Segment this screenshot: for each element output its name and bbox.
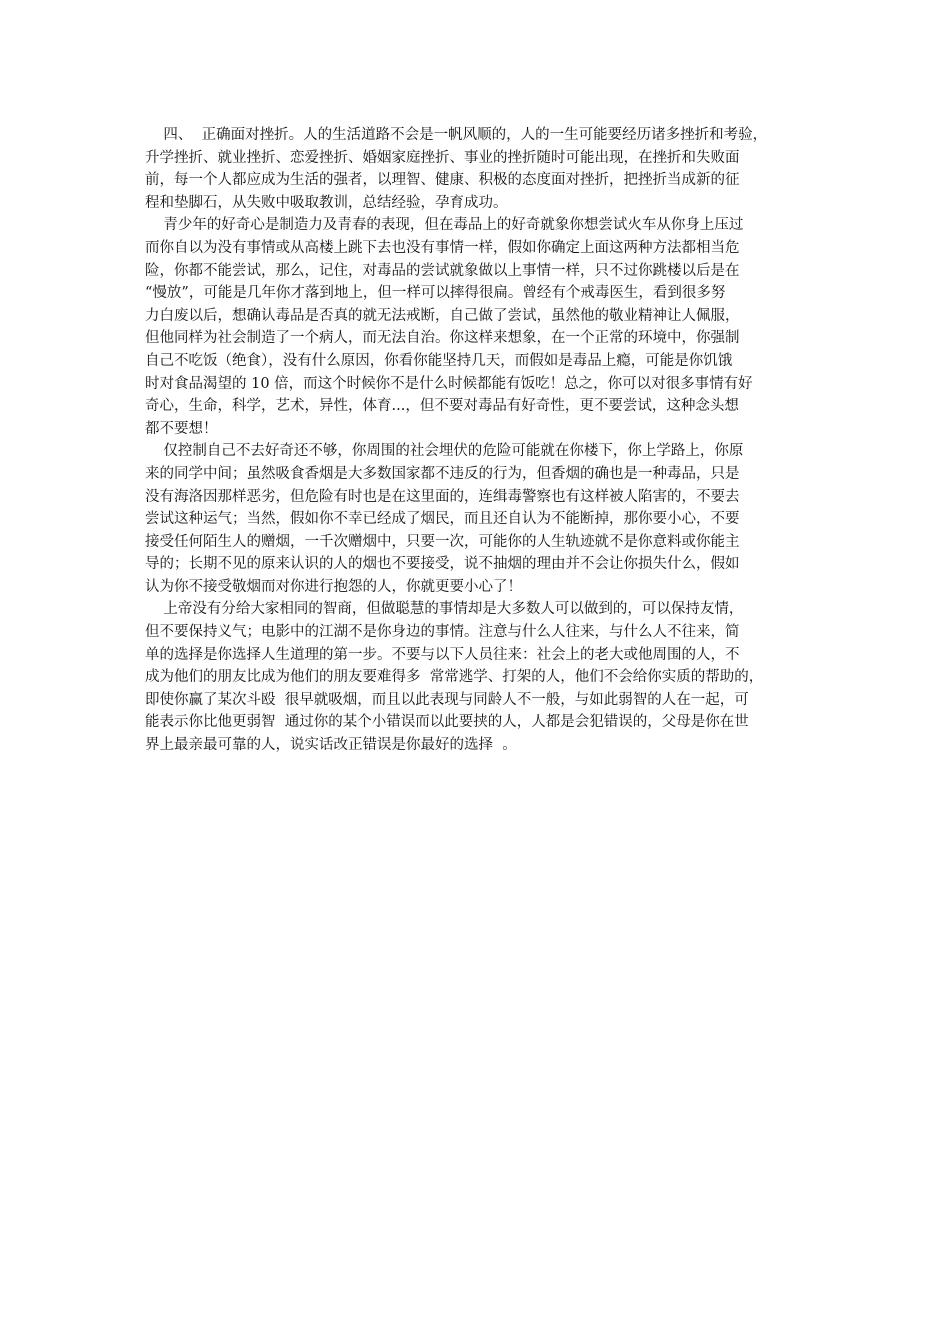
text-line: 尝试这种运气；当然，假如你不幸已经成了烟民，而且还自认为不能断掉，那你要小心，不要: [145, 511, 740, 528]
text-line: 来的同学中间；虽然吸食香烟是大多数国家都不违反的行为，但香烟的确也是一种毒品，只是: [145, 465, 740, 482]
text-line: 接受任何陌生人的赠烟，一千次赠烟中，只要一次，可能你的人生轨迹就不是你意料或你能主: [145, 533, 740, 550]
text-line: 没有海洛因那样恶劣，但危险有时也是在这里面的，连缉毒警察也有这样被人陷害的，不要去: [145, 488, 740, 505]
text-line: 青少年的好奇心是制造力及青春的表现，但在毒品上的好奇就象你想尝试火车从你身上压过: [145, 217, 744, 234]
text-line: 但不要保持义气；电影中的江湖不是你身边的事情。注意与什么人往来，与什么人不往来，简: [145, 624, 740, 641]
text-line: 但他同样为社会制造了一个病人，而无法自治。你这样来想象，在一个正常的环境中，你强制: [145, 330, 740, 347]
text-line: 成为他们的朋友比成为他们的朋友要难得多 常常逃学、打架的人，他们不会给你实质的帮助的，: [145, 669, 764, 686]
text-line: 自己不吃饭（绝食），没有什么原因，你看你能坚持几天，而假如是毒品上瘾，可能是你饥饿: [145, 352, 733, 369]
text-line: 而你自以为没有事情或从高楼上跳下去也没有事情一样，假如你确定上面这两种方法都相当危: [145, 239, 740, 256]
text-line: 程和垫脚石，从失败中吸取教训，总结经验，孕育成功。: [145, 194, 508, 211]
text-line: 时对食品渴望的 10 倍，而这个时候你不是什么时候都能有饭吃！总之，你可以对很多事情有好: [145, 375, 753, 392]
text-line: “慢放”，可能是几年你才落到地上，但一样可以摔得很扁。曾经有个戒毒医生，看到很多努: [145, 285, 726, 302]
text-line: 上帝没有分给大家相同的智商，但做聪慧的事情却是大多数人可以做到的，可以保持友情，: [145, 601, 744, 618]
text-line: 险，你都不能尝试，那么，记住，对毒品的尝试就象做以上事情一样，只不过你跳楼以后是在: [145, 262, 740, 279]
text-line: 升学挫折、就业挫折、恋爱挫折、婚姻家庭挫折、事业的挫折随时可能出现，在挫折和失败面: [145, 149, 740, 166]
text-line: 导的；长期不见的原来认识的人的烟也不要接受，说不抽烟的理由并不会让你损失什么，假如: [145, 556, 740, 573]
text-line: 单的选择是你选择人生道理的第一步。不要与以下人员往来：社会上的老大或他周围的人，不: [145, 646, 740, 663]
text-line: 力白废以后，想确认毒品是否真的就无法戒断，自己做了尝试，虽然他的敬业精神让人佩服，: [145, 307, 740, 324]
text-line: 仅控制自己不去好奇还不够，你周围的社会埋伏的危险可能就在你楼下，你上学路上，你原: [145, 443, 744, 460]
text-line: 即使你赢了某次斗殴 很早就吸烟，而且以此表现与同龄人不一般，与如此弱智的人在一起，可: [145, 691, 749, 708]
text-line: 前，每一个人都应成为生活的强者，以理智、健康、积极的态度面对挫折，把挫折当成新的征: [145, 172, 740, 189]
text-line: 界上最亲最可靠的人，说实话改正错误是你最好的选择 。: [145, 737, 517, 754]
text-line: 都不要想！: [145, 420, 218, 437]
text-line: 认为你不接受敬烟而对你进行抱怨的人，你就更要小心了！: [145, 578, 522, 595]
text-line: 奇心，生命，科学，艺术，异性，体育...，但不要对毒品有好奇性，更不要尝试，这种念头想: [145, 398, 739, 415]
text-line: 能表示你比他更弱智 通过你的某个小错误而以此要挟的人，人都是会犯错误的，父母是你在世: [145, 714, 749, 731]
text-line: 四、 正确面对挫折。人的生活道路不会是一帆风顺的，人的一生可能要经历诸多挫折和考验，: [145, 127, 768, 143]
document-body: [145, 124, 815, 757]
